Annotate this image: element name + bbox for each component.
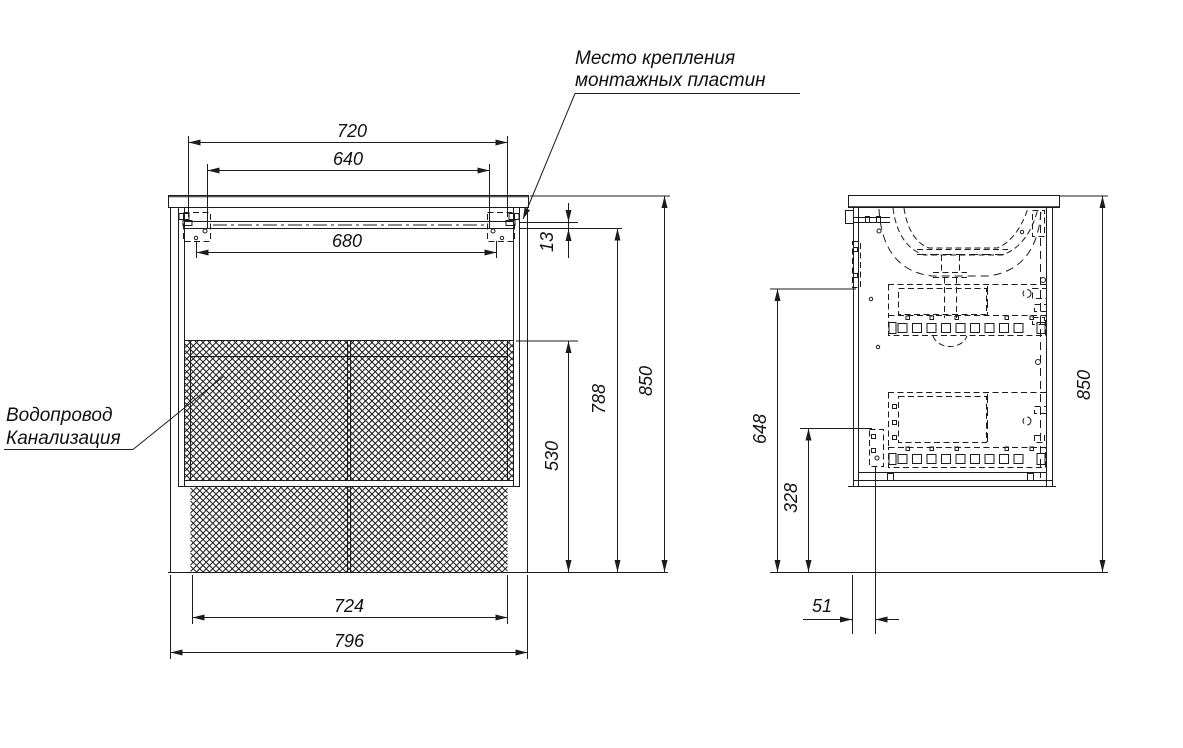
lower-drawer-slide — [889, 447, 1045, 465]
annotations — [4, 48, 800, 450]
channel-mark — [854, 274, 858, 278]
hatch-line — [377, 345, 513, 481]
slide-screw — [1005, 316, 1009, 320]
slide-segment — [985, 455, 994, 464]
dimension-arrow — [806, 560, 812, 572]
slide-segment — [942, 324, 951, 333]
hatch-line — [185, 341, 257, 413]
channel-mark — [854, 248, 858, 252]
dimension-arrow — [1100, 196, 1106, 208]
hatch-line — [185, 341, 283, 439]
slide-end-block — [889, 454, 896, 465]
slide-segment — [898, 324, 907, 333]
slide-segment — [927, 455, 936, 464]
rail-bracket — [1033, 211, 1045, 237]
dimension-arrow — [876, 617, 888, 623]
hatch-line — [501, 341, 514, 354]
leader-arrow — [523, 208, 530, 219]
plate-screw — [491, 229, 495, 233]
bottom-foot — [888, 474, 894, 481]
dimension-arrow — [193, 615, 205, 621]
plumbing-note-line2: Канализация — [6, 428, 121, 449]
dimension-arrow — [840, 617, 852, 623]
dimension-arrow — [775, 560, 781, 572]
hatch-line — [185, 422, 244, 481]
hatch-line — [397, 364, 514, 481]
screw-dot — [875, 456, 879, 460]
dim-label-front_top_outer: 720 — [336, 121, 368, 141]
dim-label-side_supply_height: 648 — [750, 413, 770, 445]
slide-end-block — [889, 323, 896, 334]
dimension-arrow — [496, 615, 508, 621]
mounting-note-line2: монтажных пластин — [575, 70, 766, 91]
socket-mark — [872, 435, 876, 439]
dim-label-side_total_height: 850 — [1074, 369, 1094, 401]
hatch-line — [185, 409, 257, 481]
hatch-line — [436, 403, 514, 481]
dimension-arrow — [1100, 560, 1106, 572]
hatch-line — [423, 341, 514, 432]
dim-label-front_rail_offset: 13 — [537, 231, 557, 253]
hatch-line — [185, 357, 309, 481]
dimension-arrow — [566, 210, 572, 222]
dimension-arrow — [171, 650, 183, 656]
dim-label-front_rail_span: 680 — [331, 231, 363, 251]
dim-label-front_bottom_inner: 724 — [333, 596, 365, 616]
slide-segment — [913, 455, 922, 464]
rail-bracket — [1033, 318, 1045, 325]
rail-bracket — [1035, 436, 1045, 443]
hatch-line — [185, 341, 218, 374]
dimension-arrow — [566, 229, 572, 241]
dimension-arrow — [566, 341, 572, 353]
slide-segment — [971, 455, 980, 464]
plate-screw — [203, 229, 207, 233]
dim-label-side_drain_height: 328 — [781, 482, 801, 514]
slide-segment — [1000, 455, 1009, 464]
hatch-line — [416, 384, 513, 481]
hatch-line — [423, 390, 514, 481]
screw-dot — [1020, 230, 1023, 233]
slide-segment — [913, 324, 922, 333]
dim-label-front_zone_height: 530 — [542, 440, 562, 472]
dimension-arrow — [189, 140, 201, 146]
dimension-arrow — [197, 250, 209, 256]
dimension-arrow — [478, 168, 490, 174]
hatch-line — [482, 547, 508, 573]
screw-dot — [877, 229, 881, 233]
slide-segment — [985, 324, 994, 333]
drawer-mark — [893, 436, 897, 440]
dimension-arrow — [775, 289, 781, 301]
dim-label-side_drain_offset: 51 — [811, 596, 833, 616]
hatch-line — [463, 528, 508, 573]
hatch-line — [455, 341, 513, 399]
basin-bowl-inner — [904, 208, 1028, 248]
dimension-arrow — [516, 650, 528, 656]
hatch-line — [191, 487, 198, 494]
plumbing-zone-hatch-lower — [191, 487, 508, 573]
socket-mark — [872, 449, 876, 453]
plumbing-zone-hatch-upper — [185, 341, 513, 481]
slide-segment — [942, 455, 951, 464]
slide-segment — [956, 324, 965, 333]
dimension-arrow — [496, 140, 508, 146]
upper-drawer-slide — [889, 316, 1045, 334]
countertop-side — [849, 196, 1060, 208]
hatch-line — [185, 341, 198, 354]
slide-segment — [956, 455, 965, 464]
slide-segment — [927, 324, 936, 333]
hatch-line — [191, 566, 198, 573]
screw-hole — [1041, 278, 1046, 283]
wall-bracket — [846, 211, 854, 224]
dim-label-front_bottom_outer: 796 — [333, 631, 365, 651]
dimension-arrow — [485, 250, 497, 256]
upper-drawer-box — [899, 289, 987, 315]
hatch-line — [185, 341, 237, 393]
slide-segment — [1000, 324, 1009, 333]
hatch-line — [481, 449, 513, 481]
dimension-arrow — [662, 196, 668, 208]
slide-segment — [1014, 455, 1023, 464]
slide-screw — [930, 316, 934, 320]
hatch-line — [185, 341, 244, 400]
slide-segment — [1014, 324, 1023, 333]
hatch-line — [501, 468, 514, 481]
dim-label-front_top_inner: 640 — [332, 149, 364, 169]
leader-line — [523, 94, 575, 220]
dimension-arrow — [615, 560, 621, 572]
mounting-note-line1: Место крепления — [575, 48, 736, 69]
side-view — [770, 196, 1108, 635]
dim-label-front_total_height: 850 — [636, 365, 656, 397]
hatch-line — [185, 341, 322, 478]
lower-drawer-box — [899, 397, 987, 443]
hatch-line — [191, 560, 204, 573]
dimension-arrow — [806, 429, 812, 441]
countertop-front — [169, 196, 529, 208]
screw-dot — [869, 297, 872, 300]
dimension-arrow — [662, 560, 668, 572]
slide-segment — [898, 455, 907, 464]
slide-segment — [971, 324, 980, 333]
dim-label-front_rail_height: 788 — [589, 383, 609, 415]
drawer-mark — [893, 405, 897, 409]
screw-hole — [1036, 360, 1041, 365]
siphon-trap — [933, 336, 967, 347]
dimension-arrow — [566, 560, 572, 572]
hatch-line — [442, 410, 513, 481]
drawer-mark — [893, 421, 897, 425]
plumbing-note-line1: Водопровод — [6, 405, 113, 426]
plate-screw — [194, 236, 197, 239]
bottom-foot — [1028, 474, 1034, 481]
hatch-line — [436, 341, 514, 419]
hatch-line — [455, 423, 513, 481]
slide-screw — [906, 316, 910, 320]
dimension-arrow — [615, 229, 621, 241]
hatch-line — [185, 341, 302, 458]
rail-hole — [1023, 290, 1031, 298]
rail-bracket — [1033, 289, 1047, 299]
hatch-line — [185, 344, 322, 481]
dimension-arrow — [208, 168, 220, 174]
hatch-line — [191, 487, 217, 513]
plate-screw — [500, 236, 503, 239]
hatch-line — [191, 487, 204, 500]
rail-hole — [1023, 417, 1031, 425]
hatch-line — [185, 341, 263, 419]
hatch-line — [462, 429, 514, 481]
screw-dot — [876, 345, 879, 348]
hatch-line — [185, 341, 309, 465]
